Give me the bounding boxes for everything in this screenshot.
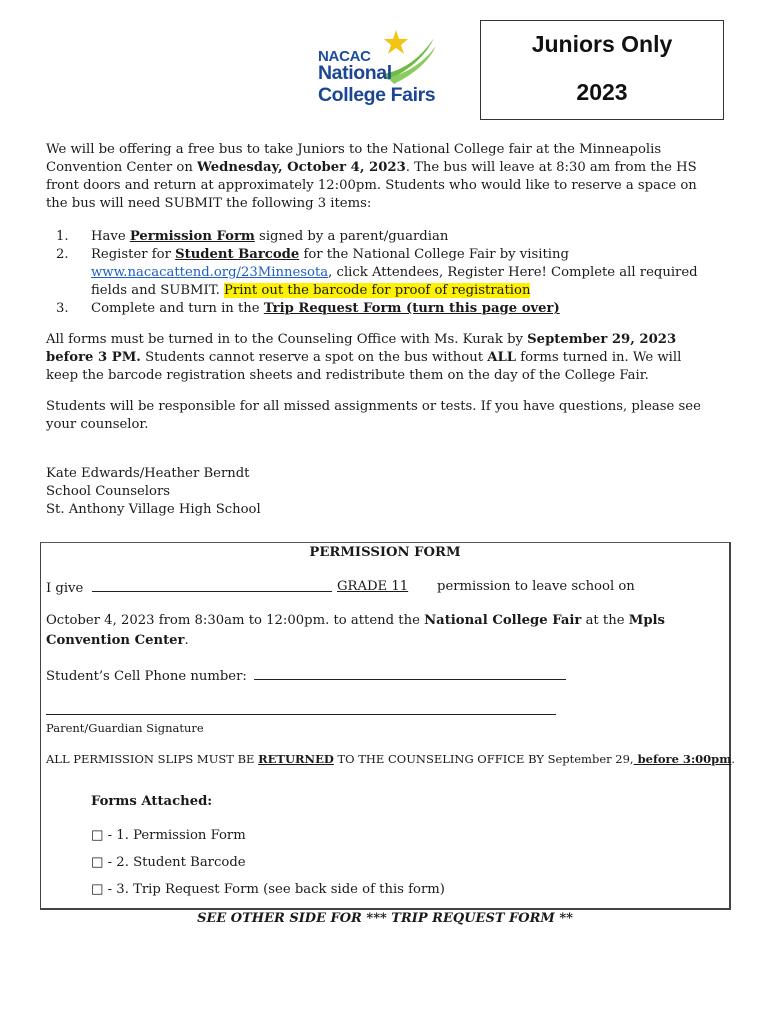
nacac-logo — [316, 28, 458, 110]
para-bold: ALL — [487, 350, 517, 365]
step-number: 1. — [56, 229, 69, 244]
para-text: Students cannot reserve a spot on the bus without — [140, 350, 488, 365]
notice-bold: before 3:00pm — [633, 752, 732, 766]
permission-form — [40, 542, 736, 910]
para-text: forms turned in. We will keep the barcode registration sheets and redistribute them on the day of the College Fair. — [46, 350, 682, 383]
grade-text: GRADE 11 — [337, 579, 409, 594]
step-bold: Permission Form — [129, 229, 255, 244]
attached-item: □ - 3. Trip Request Form (see back side of this form) — [91, 882, 445, 897]
intro-text-2: . The bus will leave at 8:30 am from the HS front doors and return at approximately 12:00pm. Students who would like to reserve a space on the bus will need SUBMIT the following 3 items: — [46, 160, 697, 211]
notice-text: TO THE COUNSELING OFFICE BY September 29, — [333, 752, 634, 766]
i-give-line — [46, 578, 332, 598]
return-notice — [46, 750, 735, 768]
notice-bold: RETURNED — [258, 752, 334, 766]
title-juniors-only: Juniors Only — [531, 31, 673, 57]
attached-item: □ - 2. Student Barcode — [91, 855, 246, 870]
step-text: Complete and turn in the — [91, 301, 264, 316]
title-year: 2023 — [576, 79, 628, 105]
step-text: signed by a parent/guardian — [254, 229, 449, 244]
other-side-note: SEE OTHER SIDE FOR *** TRIP REQUEST FORM ** — [197, 911, 573, 926]
step-number: 2. — [56, 247, 69, 262]
notice-text: ALL PERMISSION SLIPS MUST BE — [46, 752, 259, 766]
permission-form-heading: PERMISSION FORM — [309, 545, 461, 560]
step-bold: Trip Request Form (turn this page over) — [263, 301, 560, 316]
fair-date: Wednesday, October 4, 2023 — [197, 160, 406, 175]
grade-label — [337, 578, 408, 596]
responsibility-paragraph: Students will be responsible for all missed assignments or tests. If you have questions, please see your counselor. — [46, 399, 701, 432]
counselor-role: School Counselors — [46, 484, 171, 499]
step-item — [46, 300, 716, 318]
step-item — [46, 246, 716, 300]
details-text: . — [184, 633, 189, 648]
logo-line-2: College Fairs — [318, 84, 436, 106]
details-text: at the — [581, 613, 629, 628]
fair-details-line — [46, 611, 721, 651]
i-give-label: I give — [46, 581, 84, 596]
step-text: for the National College Fair by visiting — [299, 247, 569, 262]
attached-item: □ - 1. Permission Form — [91, 828, 246, 843]
student-name-field[interactable] — [92, 578, 332, 592]
details-bold: National College Fair — [424, 613, 582, 628]
step-text: Have — [91, 229, 130, 244]
guardian-signature-field[interactable] — [46, 700, 556, 715]
intro-text-1: We will be offering a free bus to take Juniors to the National College fair at the Minneapolis Convention Center on — [46, 142, 662, 175]
signature-block — [46, 465, 446, 519]
highlighted-instruction: Print out the barcode for proof of registration — [224, 283, 531, 298]
logo-line-1: National — [318, 62, 392, 84]
step-text: Register for — [91, 247, 176, 262]
details-bold: Mpls Convention Center — [46, 613, 665, 648]
steps-list — [46, 228, 716, 318]
details-text: October 4, 2023 from 8:30am to 12:00pm. to attend the — [46, 613, 425, 628]
step-item — [46, 228, 716, 246]
title-box — [480, 20, 724, 120]
phone-line — [46, 666, 566, 686]
step-bold: Student Barcode — [175, 247, 300, 262]
step-number: 3. — [56, 301, 69, 316]
notice-text: . — [731, 752, 736, 766]
guardian-signature-label: Parent/Guardian Signature — [46, 721, 204, 735]
counselor-names: Kate Edwards/Heather Berndt — [46, 466, 250, 481]
phone-field[interactable] — [254, 666, 566, 680]
forms-attached-heading: Forms Attached: — [91, 794, 213, 809]
deadline-paragraph — [46, 331, 716, 385]
phone-label: Student’s Cell Phone number: — [46, 669, 247, 684]
para-text: All forms must be turned in to the Counseling Office with Ms. Kurak by — [46, 332, 528, 347]
permission-label: permission to leave school on — [437, 579, 635, 594]
logo-org: NACAC — [318, 48, 371, 65]
registration-link[interactable]: www.nacacattend.org/23Minnesota — [91, 265, 329, 280]
step-text: , click Attendees, Register Here! Complete all required fields and SUBMIT. — [91, 265, 698, 298]
school-name: St. Anthony Village High School — [46, 502, 261, 517]
intro-paragraph — [46, 141, 716, 213]
deadline-date: September 29, 2023 before 3 PM. — [46, 332, 677, 365]
